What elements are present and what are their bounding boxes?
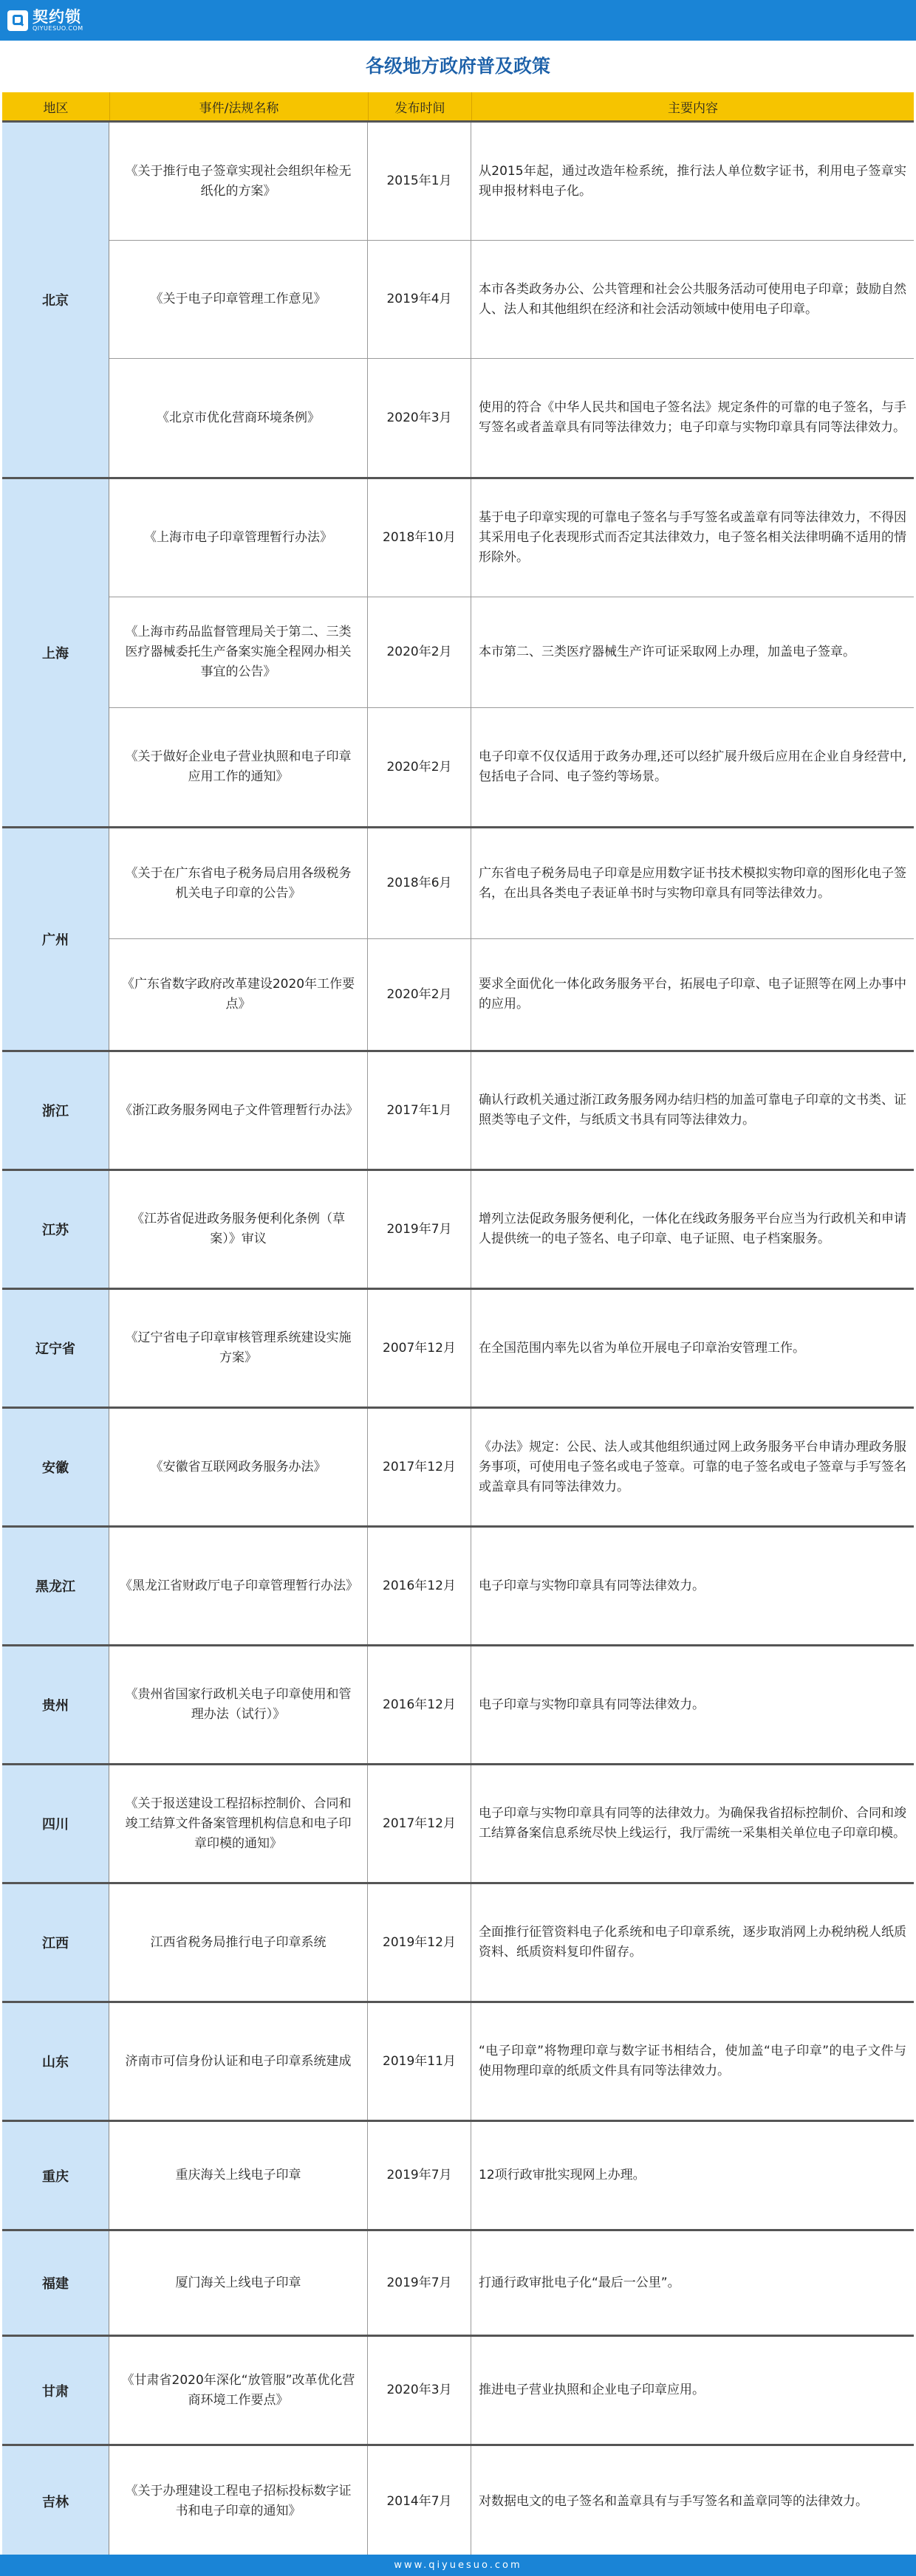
policy-content: 从2015年起，通过改造年检系统，推行法人单位数字证书，利用电子签章实现申报材料电子化。 (479, 163, 906, 199)
region-cell: 江苏 (2, 1171, 109, 1288)
table-row (109, 1409, 914, 1525)
policy-name: 厦门海关上线电子印章 (109, 2231, 368, 2335)
policy-content: 《办法》规定：公民、法人或其他组织通过网上政务服务平台申请办理政务服务事项，可使用电子签名或电子签章。可靠的电子签名或电子签章与手写签名或盖章具有同等法律效力。 (479, 1439, 906, 1494)
publish-date: 2019年11月 (368, 2003, 471, 2120)
region-group (2, 1169, 914, 1288)
policy-name: 《上海市电子印章管理暂行办法》 (109, 479, 368, 597)
region-cell: 福建 (2, 2231, 109, 2335)
policy-content: 电子印章与实物印章具有同等法律效力。 (479, 1697, 705, 1712)
table-row (109, 939, 914, 1050)
policy-name: 重庆海关上线电子印章 (109, 2122, 368, 2229)
table-row (109, 241, 914, 359)
publish-date: 2018年6月 (368, 828, 471, 938)
footer-url: www.qiyuesuo.com (0, 2555, 916, 2576)
header-name: 事件/法规名称 (109, 92, 368, 120)
seal-logo-icon (7, 10, 28, 31)
region-group (2, 120, 914, 477)
table-row (109, 479, 914, 597)
policy-content: 确认行政机关通过浙江政务服务网办结归档的加盖可靠电子印章的文书类、证照类等电子文件，与纸质文书具有同等法律效力。 (479, 1093, 906, 1127)
region-group (2, 2229, 914, 2335)
table-row (109, 1765, 914, 1882)
publish-date: 2017年12月 (368, 1409, 471, 1525)
publish-date: 2016年12月 (368, 1646, 471, 1763)
policy-content: 基于电子印章实现的可靠电子签名与手写签名或盖章有同等法律效力，不得因其采用电子化表现形式而否定其法律效力，电子签名相关法律明确不适用的情形除外。 (479, 510, 906, 565)
publish-date: 2015年1月 (368, 123, 471, 240)
policy-content: 广东省电子税务局电子印章是应用数字证书技术模拟实物印章的图形化电子签名，在出具各类电子表证单书时与实物印章具有同等法律效力。 (479, 865, 906, 901)
policy-name: 《关于报送建设工程招标控制价、合同和竣工结算文件备案管理机构信息和电子印章印模的通知》 (109, 1765, 368, 1882)
table-row (109, 2003, 914, 2120)
publish-date: 2014年7月 (368, 2446, 471, 2557)
policy-name: 《关于办理建设工程电子招标投标数字证书和电子印章的通知》 (109, 2446, 368, 2557)
page-title: 各级地方政府普及政策 (365, 55, 550, 77)
region-cell: 北京 (2, 123, 109, 477)
policy-content: 本市第二、三类医疗器械生产许可证采取网上办理，加盖电子签章。 (479, 645, 855, 659)
policy-content: 推进电子营业执照和企业电子印章应用。 (479, 2383, 705, 2397)
table-row (109, 1052, 914, 1169)
publish-date: 2020年2月 (368, 597, 471, 707)
top-banner (0, 0, 916, 41)
region-group (2, 1882, 914, 2001)
policy-content: 本市各类政务办公、公共管理和社会公共服务活动可使用电子印章；鼓励自然人、法人和其他组织在经济和社会活动领域中使用电子印章。 (479, 281, 906, 317)
table-row (109, 1528, 914, 1644)
region-cell: 浙江 (2, 1052, 109, 1169)
policy-content: 全面推行征管资料电子化系统和电子印章系统，逐步取消网上办税纳税人纸质资料、纸质资料复印件留存。 (479, 1925, 906, 1960)
policy-content: “电子印章”将物理印章与数字证书相结合，使加盖“电子印章”的电子文件与使用物理印章的纸质文件具有同等法律效力。 (479, 2044, 906, 2078)
region-group (2, 1050, 914, 1169)
policy-name: 济南市可信身份认证和电子印章系统建成 (109, 2003, 368, 2120)
publish-date: 2019年7月 (368, 1171, 471, 1288)
policy-name: 《上海市药品监督管理局关于第二、三类医疗器械委托生产备案实施全程网办相关事宜的公告》 (109, 597, 368, 707)
region-cell: 甘肃 (2, 2337, 109, 2444)
policy-content: 电子印章与实物印章具有同等的法律效力。为确保我省招标控制价、合同和竣工结算备案信息系统尽快上线运行，我厅需统一采集相关单位电子印章印模。 (479, 1806, 906, 1841)
region-cell: 上海 (2, 479, 109, 826)
header-date: 发布时间 (368, 92, 471, 120)
policy-name: 《关于做好企业电子营业执照和电子印章应用工作的通知》 (109, 708, 368, 826)
policy-table (2, 92, 914, 2557)
publish-date: 2018年10月 (368, 479, 471, 597)
policy-name: 《辽宁省电子印章审核管理系统建设实施方案》 (109, 1290, 368, 1407)
region-group (2, 1525, 914, 1644)
table-row (109, 1290, 914, 1407)
policy-name: 江西省税务局推行电子印章系统 (109, 1884, 368, 2001)
region-group (2, 2120, 914, 2229)
publish-date: 2019年7月 (368, 2231, 471, 2335)
region-cell: 黑龙江 (2, 1528, 109, 1644)
table-row (109, 708, 914, 826)
table-row (109, 1171, 914, 1288)
policy-name: 《黑龙江省财政厅电子印章管理暂行办法》 (109, 1528, 368, 1644)
policy-name: 《关于在广东省电子税务局启用各级税务机关电子印章的公告》 (109, 828, 368, 938)
region-cell: 山东 (2, 2003, 109, 2120)
table-header (2, 92, 914, 120)
policy-content: 使用的符合《中华人民共和国电子签名法》规定条件的可靠的电子签名，与手写签名或者盖章具有同等法律效力；电子印章与实物印章具有同等法律效力。 (479, 400, 906, 435)
region-cell: 辽宁省 (2, 1290, 109, 1407)
table-row (109, 1646, 914, 1763)
policy-content: 在全国范围内率先以省为单位开展电子印章治安管理工作。 (479, 1340, 805, 1356)
region-group (2, 2335, 914, 2444)
region-cell: 重庆 (2, 2122, 109, 2229)
publish-date: 2020年2月 (368, 939, 471, 1050)
policy-content: 电子印章与实物印章具有同等法律效力。 (479, 1578, 705, 1593)
policy-name: 《浙江政务服务网电子文件管理暂行办法》 (109, 1052, 368, 1169)
brand-url: QIYUESUO.COM (33, 25, 83, 32)
publish-date: 2019年12月 (368, 1884, 471, 2001)
policy-content: 打通行政审批电子化“最后一公里”。 (479, 2275, 680, 2290)
publish-date: 2019年4月 (368, 241, 471, 358)
region-group (2, 2001, 914, 2120)
region-cell: 吉林 (2, 2446, 109, 2557)
region-group (2, 1763, 914, 1882)
region-group (2, 1644, 914, 1763)
region-cell: 四川 (2, 1765, 109, 1882)
policy-name: 《安徽省互联网政务服务办法》 (109, 1409, 368, 1525)
policy-content: 增列立法促政务服务便利化，一体化在线政务服务平台应当为行政机关和申请人提供统一的电子签名、电子印章、电子证照、电子档案服务。 (479, 1212, 906, 1246)
policy-name: 《北京市优化营商环境条例》 (109, 359, 368, 477)
table-row (109, 2231, 914, 2335)
policy-name: 《广东省数字政府改革建设2020年工作要点》 (109, 939, 368, 1050)
region-group (2, 1407, 914, 1525)
table-row (109, 828, 914, 939)
policy-name: 《甘肃省2020年深化“放管服”改革优化营商环境工作要点》 (109, 2337, 368, 2444)
region-group (2, 2444, 914, 2557)
policy-content: 对数据电文的电子签名和盖章具有与手写签名和盖章同等的法律效力。 (479, 2493, 868, 2509)
region-group (2, 826, 914, 1050)
table-row (109, 2122, 914, 2229)
table-row (109, 123, 914, 241)
policy-name: 《江苏省促进政务服务便利化条例（草案）》审议 (109, 1171, 368, 1288)
header-region: 地区 (43, 100, 69, 116)
publish-date: 2017年12月 (368, 1765, 471, 1882)
table-row (109, 597, 914, 708)
region-group (2, 1288, 914, 1407)
region-cell: 广州 (2, 828, 109, 1050)
publish-date: 2019年7月 (368, 2122, 471, 2229)
region-cell: 贵州 (2, 1646, 109, 1763)
brand-logo[interactable] (7, 6, 83, 35)
publish-date: 2007年12月 (368, 1290, 471, 1407)
table-row (109, 2337, 914, 2444)
table-row (109, 2446, 914, 2557)
policy-content: 电子印章不仅仅适用于政务办理,还可以经扩展升级后应用在企业自身经营中,包括电子合同、电子签约等场景。 (479, 749, 906, 784)
publish-date: 2020年3月 (368, 359, 471, 477)
table-row (109, 359, 914, 477)
policy-content: 12项行政审批实现网上办理。 (479, 2168, 646, 2182)
policy-name: 《贵州省国家行政机关电子印章使用和管理办法（试行）》 (109, 1646, 368, 1763)
header-content: 主要内容 (471, 92, 914, 120)
region-cell: 安徽 (2, 1409, 109, 1525)
region-cell: 江西 (2, 1884, 109, 2001)
brand-name: 契约锁 (33, 8, 81, 26)
publish-date: 2020年3月 (368, 2337, 471, 2444)
region-group (2, 477, 914, 826)
policy-content: 要求全面优化一体化政务服务平台，拓展电子印章、电子证照等在网上办事中的应用。 (479, 977, 906, 1011)
policy-name: 《关于电子印章管理工作意见》 (109, 241, 368, 358)
publish-date: 2017年1月 (368, 1052, 471, 1169)
table-body (2, 120, 914, 2557)
table-row (109, 1884, 914, 2001)
publish-date: 2016年12月 (368, 1528, 471, 1644)
policy-name: 《关于推行电子签章实现社会组织年检无纸化的方案》 (109, 123, 368, 240)
publish-date: 2020年2月 (368, 708, 471, 826)
